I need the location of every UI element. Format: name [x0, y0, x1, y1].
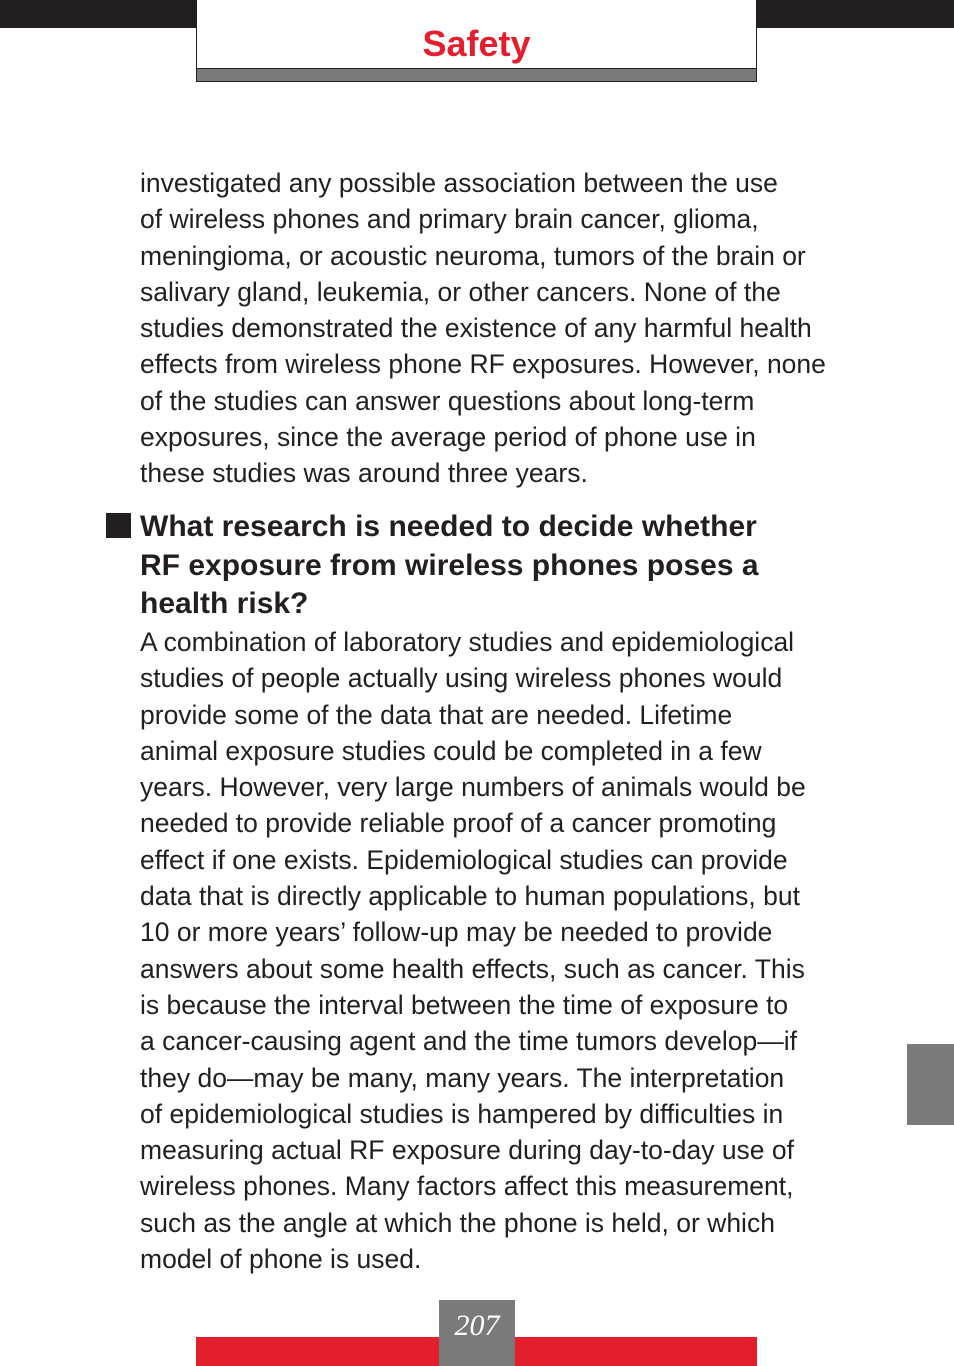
text-line: answers about some health effects, such as cancer. This — [140, 953, 805, 984]
heading-line: RF exposure from wireless phones poses a — [140, 548, 759, 582]
text-line: exposures, since the average period of phone use in — [140, 422, 756, 453]
question-heading — [140, 508, 759, 624]
header-tab-underline — [196, 68, 757, 82]
text-line: effect if one exists. Epidemiological studies can provide — [140, 844, 788, 875]
text-line: is because the interval between the time of exposure to — [140, 989, 789, 1020]
text-line: wireless phones. Many factors affect this measurement, — [140, 1171, 794, 1202]
text-line: investigated any possible association between the use — [140, 168, 778, 198]
text-line: 10 or more years’ follow-up may be needed to provide — [140, 917, 773, 948]
text-line: studies demonstrated the existence of any harmful health — [140, 313, 812, 344]
text-line: A combination of laboratory studies and epidemiological — [140, 627, 795, 657]
header-bar-left — [0, 0, 196, 28]
text-line: provide some of the data that are needed. Lifetime — [140, 699, 733, 730]
section-title: Safety — [422, 23, 531, 64]
header-bar-right — [757, 0, 954, 28]
text-line: animal exposure studies could be completed in a few — [140, 735, 762, 766]
text-line: data that is directly applicable to human populations, but — [140, 881, 800, 912]
text-line: meningioma, or acoustic neuroma, tumors of the brain or — [140, 240, 806, 271]
text-line: these studies was around three years. — [140, 458, 588, 489]
answer-paragraph-container — [140, 624, 890, 1277]
text-line: of epidemiological studies is hampered by difficulties in — [140, 1098, 784, 1129]
answer-paragraph — [140, 624, 890, 1277]
text-line: salivary gland, leukemia, or other cancers. None of the — [140, 276, 781, 307]
text-line: needed to provide reliable proof of a cancer promoting — [140, 808, 777, 839]
text-line: model of phone is used. — [140, 1244, 422, 1275]
intro-paragraph — [140, 165, 890, 492]
square-bullet-icon — [106, 513, 131, 538]
page-number-box — [439, 1300, 515, 1366]
text-line: of the studies can answer questions about long-term — [140, 385, 755, 416]
intro-paragraph-container — [140, 165, 890, 492]
text-line: studies of people actually using wireless phones would — [140, 663, 783, 694]
heading-line: health risk? — [140, 587, 309, 620]
text-line: of wireless phones and primary brain cancer, glioma, — [140, 204, 759, 235]
text-line: years. However, very large numbers of animals would be — [140, 772, 806, 803]
page-number: 207 — [454, 1309, 500, 1342]
text-line: they do—may be many, many years. The interpretation — [140, 1062, 785, 1093]
text-line: such as the angle at which the phone is held, or which — [140, 1207, 775, 1238]
text-line: a cancer-causing agent and the time tumors develop—if — [140, 1026, 797, 1057]
text-line: effects from wireless phone RF exposures. However, none — [140, 349, 826, 380]
chapter-side-tab — [907, 1044, 954, 1125]
text-line: measuring actual RF exposure during day-to-day use of — [140, 1135, 795, 1166]
heading-line: What research is needed to decide whether — [140, 510, 757, 543]
